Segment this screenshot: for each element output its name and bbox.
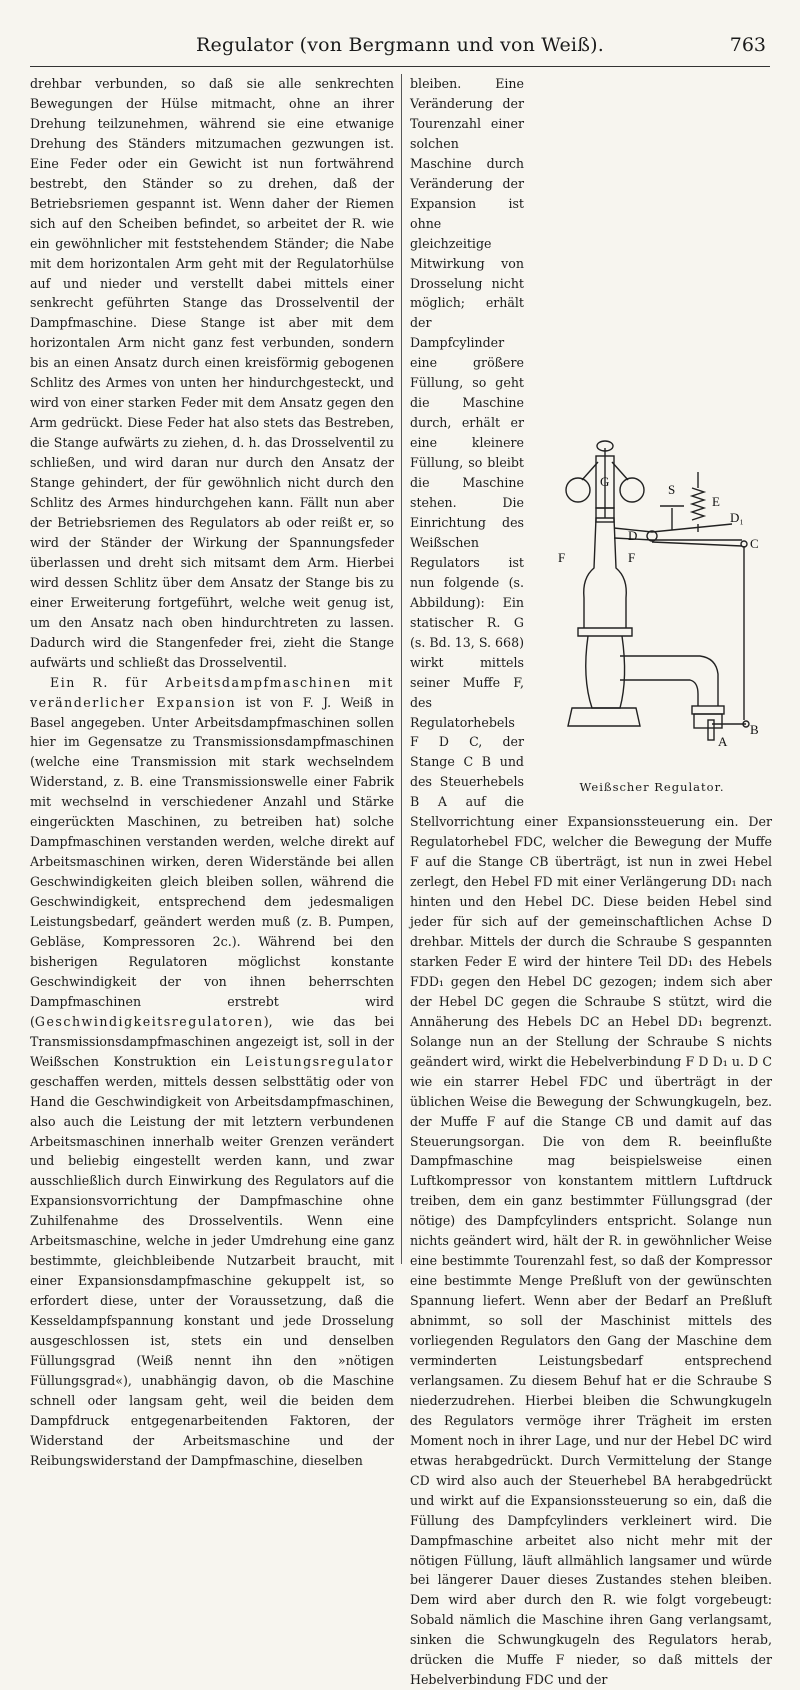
- label-f-inner: F: [628, 550, 636, 565]
- header-rule: [30, 66, 770, 67]
- label-s: S: [668, 482, 676, 497]
- term-geschwindigkeitsregulatoren: Geschwindigkeitsregulatoren: [34, 1013, 264, 1029]
- label-d: D: [628, 528, 638, 543]
- label-f-left: F: [558, 550, 566, 565]
- label-b: B: [750, 722, 759, 737]
- label-g: G: [600, 474, 610, 489]
- page-number: 763: [729, 34, 766, 56]
- label-a: A: [718, 734, 728, 749]
- figure-regulator: [532, 428, 772, 800]
- section-lead: Ein R. für Arbeitsdampfmaschinen mit veränderlicher Expansion: [30, 674, 394, 710]
- page-header: [0, 34, 800, 64]
- right-column: [410, 74, 772, 1688]
- label-e: E: [712, 494, 720, 509]
- label-d1: D₁: [730, 510, 744, 525]
- term-leistungsregulator: Leistungsregulator: [245, 1053, 394, 1069]
- column-divider: [401, 74, 402, 1264]
- left-column: [30, 74, 394, 1468]
- paragraph: bleiben. Eine Veränderung der Tourenzahl einer solchen Maschine durch Veränderung der Expansion ist ohne gleichzeitige Mitwirkung von Drosselung nicht möglich; erhält der Dampfcylinder eine größere Füllung, so geht die Maschine durch, erhält er eine kleinere Füllung, so bleibt die Maschine stehen. Die Einrichtung des Weißschen Regulators ist nun folgende (s. Abbildung): Ein statischer R. G (s. Bd. 13, S. 668) wirkt mittels seiner Muffe F, des Regulatorhebels F D C, der Stange C B und des Steuerhebels B A auf die Stellvorrichtung einer Expansionssteuerung ein. Der Regulatorhebel FDC, welcher die Bewegung der Muffe F auf die Stange CB überträgt, ist nun in zwei Hebel zerlegt, den Hebel FD mit einer Verlängerung DD₁ nach hinten und den Hebel DC. Diese beiden Hebel sind jeder für sich auf der gemeinschaftlichen Achse D drehbar. Mittels der durch die Schraube S gespannten starken Feder E wird der hintere Teil DD₁ des Hebels FDD₁ gegen den Hebel DC gezogen; indem sich aber der Hebel DC gegen die Schraube S stützt, wird die Annäherung des Hebels DC an Hebel DD₁ begrenzt. Solange nun an der Stellung der Schraube S nichts geändert wird, wirkt die Hebelverbindung F D D₁ u. D C wie ein starrer Hebel FDC und überträgt in der üblichen Weise die Bewegung der Schwungkugeln, bez. der Muffe F auf die Stange CB und damit auf das Steuerungsorgan. Die von dem R. beeinflußte Dampfmaschine mag beispielsweise einen Luftkompressor von konstantem mittlern Luftdruck treiben, dem ein ganz bestimmter Füllungsgrad (der nötige) des Dampfcylinders entspricht. Solange nun nichts geändert wird, hält der R. in gewöhnlicher Weise eine bestimmte Tourenzahl fest, so daß der Kompressor eine bestimmte Menge Preßluft von der gewünschten Spannung liefert. Wenn aber der Bedarf an Preßluft abnimmt, so soll der Maschinist mittels des vorliegenden Regulators den Gang der Maschine dem verminderten Leistungsbedarf entsprechend verlangsamen. Zu diesem Behuf hat er die Schraube S niederzudrehen. Hierbei bleiben die Schwungkugeln des Regulators vermöge ihrer Trägheit im ersten Moment noch in ihrer Lage, und nur der Hebel DC wird etwas herabgedrückt. Durch Vermittelung der Stange CD wird also auch der Steuerhebel BA herabgedrückt und wirkt auf die Expansionssteuerung so ein, daß die Füllung des Dampfcylinders verkleinert wird. Die Dampfmaschine arbeitet also nicht mehr mit der nötigen Füllung, läuft allmählich langsamer und würde bei längerer Dauer dieses Zustandes stehen bleiben. Dem wird aber durch den R. wie folgt vorgebeugt: Sobald nämlich die Maschine ihren Gang verlangsamt, sinken die Schwungkugeln des Regulators herab, drücken die Muffe F nieder, so daß mittels der Hebelverbindung FDC und der: [410, 76, 772, 1688]
- paragraph: Ein R. für Arbeitsdampfmaschinen mit veränderlicher Expansion ist von F. J. Weiß in Basel angegeben. Unter Arbeitsdampfmaschinen sollen hier im Gegensatze zu Transmissionsdampfmaschinen (welche eine Transmission mit stark wechselndem Widerstand, z. B. eine Transmissionswelle einer Fabrik mit wechselnd in verschiedener Anzahl und Stärke eingerückten Maschinen, zu betreiben hat) solche Dampfmaschinen verstanden werden, welche direkt auf Arbeitsmaschinen wirken, deren Widerstände bei allen Geschwindigkeiten gleich bleiben sollen, während die Geschwindigkeit, entsprechend dem jedesmaligen Leistungsbedarf, geändert werden muß (z. B. Pumpen, Gebläse, Kompressoren 2c.). Während bei den bisherigen Regulatoren möglichst konstante Geschwindigkeit der von ihnen beherrschten Dampfmaschinen erstrebt wird (Geschwindigkeitsregulatoren), wie das bei Transmissionsdampfmaschinen angezeigt ist, soll in der Weißschen Konstruktion ein Leistungsregulator geschaffen werden, mittels dessen selbsttätig oder von Hand die Geschwindigkeit von Arbeitsdampfmaschinen, also auch die Leistung der mit letztern verbundenen Arbeitsmaschinen innerhalb weiter Grenzen verändert und beliebig eingestellt werden kann, und zwar ausschließlich durch Einwirkung des Regulators auf die Expansionsvorrichtung der Dampfmaschine ohne Zuhilfenahme des Drosselventils. Wenn eine Arbeitsmaschine, welche in jeder Umdrehung eine ganz bestimmte, gleichbleibende Nutzarbeit braucht, mit einer Expansionsdampfmaschine gekuppelt ist, so erfordert diese, unter der Voraussetzung, daß die Kesseldampfspannung konstant und jede Drosselung ausgeschlossen ist, stets ein und denselben Füllungsgrad (Weiß nennt ihn den »nötigen Füllungsgrad«), unabhängig davon, ob die Maschine schnell oder langsam geht, weil die beiden dem Dampfdruck entgegenarbeitenden Faktoren, der Widerstand der Arbeitsmaschine und der Reibungswiderstand der Dampfmaschine, dieselben: [30, 674, 394, 1468]
- paragraph: drehbar verbunden, so daß sie alle senkrechten Bewegungen der Hülse mitmacht, ohne an ihrer Drehung teilzunehmen, während sie eine etwanige Drehung des Ständers mitzumachen gezwungen ist. Eine Feder oder ein Gewicht ist nun fortwährend bestrebt, den Ständer so zu drehen, daß der Betriebsriemen gespannt ist. Wenn daher der Riemen sich auf den Scheiben befindet, so arbeitet der R. wie ein gewöhnlicher mit feststehendem Ständer; die Nabe mit dem horizontalen Arm geht mit der Regulatorhülse auf und nieder und verstellt dabei mittels einer senkrecht geführten Stange das Drosselventil der Dampfmaschine. Diese Stange ist aber mit dem horizontalen Arm nicht ganz fest verbunden, sondern bis an einen Ansatz durch einen kreisförmig gebogenen Schlitz des Armes von unten her hindurchgesteckt, und wird von einer starken Feder mit dem Ansatz gegen den Arm gedrückt. Diese Feder hat also stets das Bestreben, die Stange aufwärts zu ziehen, d. h. das Drosselventil zu schließen, und wird daran nur durch den Ansatz der Stange gehindert, der für gewöhnlich nicht durch den Schlitz des Armes hindurchgehen kann. Fällt nun aber der Betriebsriemen des Regulators ab oder reißt er, so wird der Ständer der Wirkung der Spannungsfeder überlassen und dreht sich mitsamt dem Arm. Hierbei wird dessen Schlitz über dem Ansatz der Stange bis zu einer Erweiterung fortgeführt, welche weit genug ist, um den Ansatz nach oben hindurchtreten zu lassen. Dadurch wird die Stangenfeder frei, zieht die Stange aufwärts und schließt das Drosselventil.: [30, 76, 394, 670]
- figure-caption: Weißscher Regulator.: [579, 780, 725, 795]
- label-c: C: [750, 536, 759, 551]
- regulator-illustration: [532, 428, 772, 778]
- running-title: Regulator (von Bergmann und von Weiß).: [196, 34, 604, 56]
